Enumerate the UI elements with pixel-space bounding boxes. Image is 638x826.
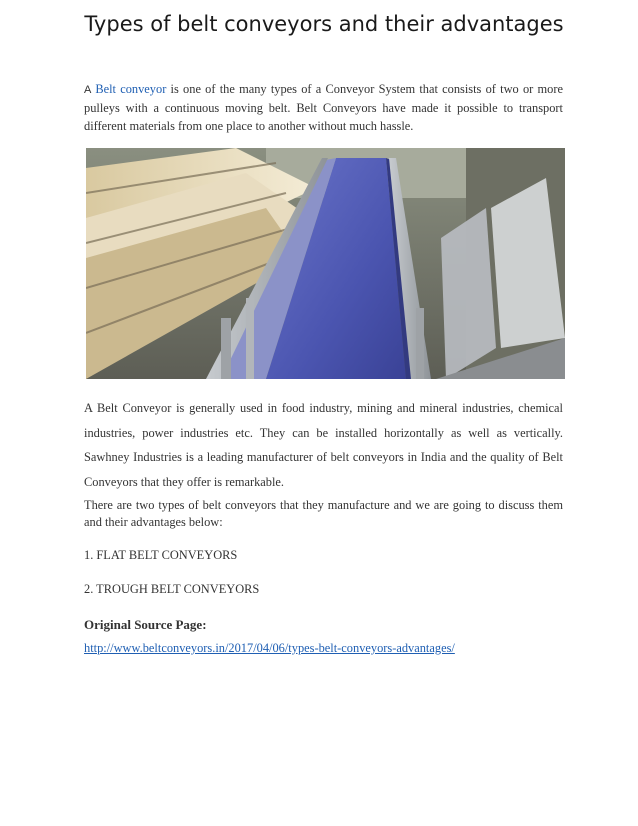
intro-lead: A (84, 84, 92, 96)
belt-conveyor-photo (86, 148, 565, 379)
intro-paragraph (84, 80, 563, 135)
usage-paragraph: A Belt Conveyor is generally used in food industry, mining and mineral industries, chemical industries, power industries etc. They can be installed horizontally as well as vertically. Sawhney Industries is a leading manufacturer of belt conveyors in India and the quality of Belt Conveyors that they offer is remarkable. (84, 401, 563, 489)
list-item-flat: 1. FLAT BELT CONVEYORS (84, 548, 238, 562)
belt-conveyor-link[interactable]: Belt conveyor (95, 82, 167, 96)
page-title: Types of belt conveyors and their advantages (84, 12, 564, 36)
source-url-link[interactable]: http://www.beltconveyors.in/2017/04/06/types-belt-conveyors-advantages/ (84, 641, 455, 655)
intro-text: is one of the many types of a Conveyor System that consists of two or more pulleys with a continuous moving belt. Belt Conveyors have made it possible to transport different materials from one place to another without much hassle. (84, 82, 563, 133)
types-intro-paragraph: There are two types of belt conveyors that they manufacture and we are going to discuss them and their advantages below: (84, 498, 563, 529)
list-item-trough: 2. TROUGH BELT CONVEYORS (84, 582, 260, 596)
source-label: Original Source Page: (84, 617, 207, 632)
